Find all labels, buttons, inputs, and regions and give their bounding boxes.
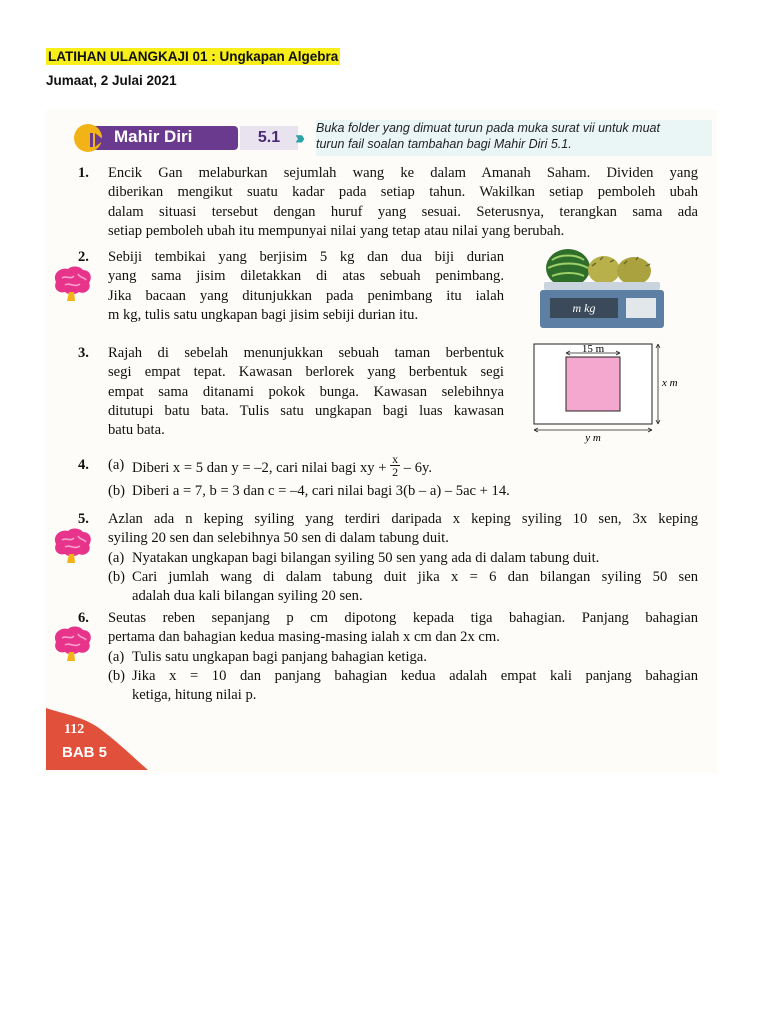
fraction-denominator: 2 xyxy=(392,465,399,479)
fraction-numerator: x xyxy=(392,452,399,466)
question-line: empat sama ditanami pokok bunga. Kawasan selebihnya xyxy=(108,383,504,400)
question-line: dalam situasi tersebut dengan huruf yang sesuai. Seterusnya, terangkan sama ada xyxy=(108,203,698,220)
question-line: Rajah di sebelah menunjukkan sebuah taman berbentuk xyxy=(108,345,504,361)
garden-diagram xyxy=(528,340,692,444)
banner-note xyxy=(316,120,712,156)
question-number: 4. xyxy=(78,457,89,473)
page-tab xyxy=(46,708,148,770)
question-line: yang sama jisim diletakkan di atas sebuah penimbang. xyxy=(108,268,504,285)
question-number: 1. xyxy=(78,165,89,181)
question-6b xyxy=(108,667,698,706)
question-line: Sebiji tembikai yang berjisim 5 kg dan dua biji durian xyxy=(108,249,504,265)
question-line: Encik Gan melaburkan sejumlah wang ke dalam Amanah Saham. Dividen yang xyxy=(108,165,698,181)
question-text: Diberi x = 5 dan y = –2, cari nilai bagi xy + xyxy=(132,459,391,476)
question-line: diberikan mengikut suatu kadar pada setiap tahun. Wakilkan setiap pemboleh ubah xyxy=(108,184,698,201)
question-line: Seutas reben sepanjang p cm dipotong kepada tiga bahagian. Panjang bahagian xyxy=(108,610,698,626)
question-number: 5. xyxy=(78,511,89,527)
question-number: 6. xyxy=(78,610,89,626)
brain-icon xyxy=(50,264,94,302)
scale-reading: m kg xyxy=(572,301,596,315)
question-line: setiap pemboleh ubah itu mempunyai nilai yang tetap atau nilai yang berubah. xyxy=(108,222,565,239)
header-date: Jumaat, 2 Julai 2021 xyxy=(46,73,177,88)
bottom-dimension-label: y m xyxy=(585,432,601,444)
banner-note-line: Buka folder yang dimuat turun pada muka surat vii untuk muat xyxy=(316,121,660,135)
question-line: batu bata. xyxy=(108,422,165,439)
banner-number: 5.1 xyxy=(240,126,298,150)
question-text: – 6y. xyxy=(400,459,433,476)
page-number: 112 xyxy=(64,722,85,737)
question-line: m kg, tulis satu ungkapan bagi jisim sebiji durian itu. xyxy=(108,306,419,323)
right-dimension-label: x m xyxy=(662,377,678,389)
part-label: (a) xyxy=(108,457,125,473)
scale-plate xyxy=(544,282,660,290)
banner-note-line: turun fail soalan tambahan bagi Mahir Diri 5.1. xyxy=(316,137,572,151)
part-label: (b) xyxy=(108,667,126,684)
brain-icon xyxy=(50,624,94,662)
question-6a xyxy=(108,648,698,667)
question-line: ditutupi batu bata. Tulis satu ungkapan bagi luas kawasan xyxy=(108,402,504,419)
question-line: ketiga, hitung nilai p. xyxy=(132,687,257,704)
part-label: (b) xyxy=(108,568,126,585)
question-line: pertama dan bahagian kedua masing-masing ialah x cm dan 2x cm. xyxy=(108,629,500,646)
question-line: syiling 20 sen dan selebihnya 50 sen di dalam tabung duit. xyxy=(108,530,449,547)
question-line: Jika x = 10 dan panjang bahagian kedua adalah empat kali panjang bahagian xyxy=(132,667,698,684)
brain-icon xyxy=(50,526,94,564)
top-dimension-label: 15 m xyxy=(581,343,605,355)
flower-area xyxy=(566,357,620,411)
question-line: Jika bacaan yang ditunjukkan pada penimbang itu ialah xyxy=(108,287,504,304)
chapter-label: BAB 5 xyxy=(62,744,108,761)
durian xyxy=(588,256,620,284)
scale-keypad xyxy=(626,298,656,318)
fraction xyxy=(390,453,400,478)
question-4a xyxy=(108,452,698,482)
mahir-diri-banner xyxy=(74,122,284,154)
durian xyxy=(617,257,651,285)
question-number: 3. xyxy=(78,345,89,361)
question-line: Cari jumlah wang di dalam tabung duit jika x = 6 dan bilangan syiling 50 sen xyxy=(132,568,698,585)
question-text: Nyatakan ungkapan bagi bilangan syiling 50 sen yang ada di dalam tabung duit. xyxy=(132,549,600,566)
part-label: (a) xyxy=(108,549,125,566)
play-icon xyxy=(74,124,102,152)
question-4b xyxy=(108,482,698,501)
question-4 xyxy=(78,452,698,504)
question-text: Diberi a = 7, b = 3 dan c = –4, cari nilai bagi 3(b – a) – 5ac + 14. xyxy=(132,483,510,499)
header-title: LATIHAN ULANGKAJI 01 : Ungkapan Algebra xyxy=(48,49,339,64)
question-text: Tulis satu ungkapan bagi panjang bahagian ketiga. xyxy=(132,648,427,665)
question-line: adalah dua kali bilangan syiling 20 sen. xyxy=(132,588,363,605)
banner-label: Mahir Diri xyxy=(114,127,193,146)
question-number: 2. xyxy=(78,249,89,265)
question-line: Azlan ada n keping syiling yang terdiri daripada x keping syiling 10 sen, 3x keping xyxy=(108,511,698,527)
part-label: (b) xyxy=(108,483,126,499)
question-line: segi empat tepat. Kawasan berlorek yang berbentuk segi xyxy=(108,364,504,381)
scale-illustration xyxy=(538,244,666,330)
part-label: (a) xyxy=(108,648,125,665)
question-5b xyxy=(108,568,698,607)
question-5a xyxy=(108,549,698,568)
chevron-right-icon: ››› xyxy=(295,128,301,148)
